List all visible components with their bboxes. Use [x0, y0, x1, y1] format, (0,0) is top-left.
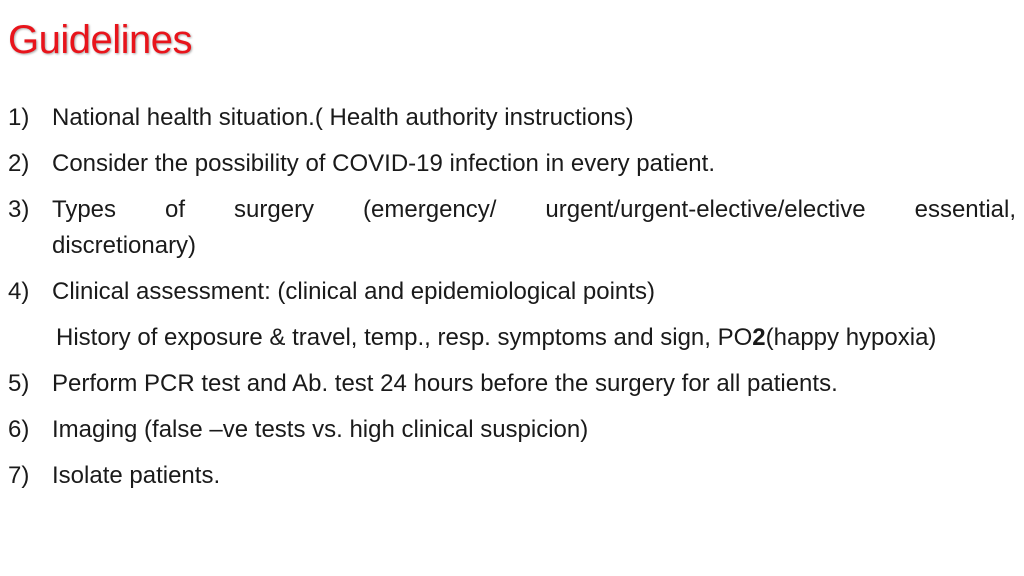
item-text-line: discretionary): [52, 232, 197, 259]
item-number: 4): [8, 278, 30, 305]
sub-point-text: History of exposure & travel, temp., resp. symptoms and sign, PO: [56, 324, 753, 351]
sub-point: [8, 320, 1016, 356]
sub-point-bold: 2: [752, 324, 766, 351]
item-number: 6): [8, 416, 30, 443]
guidelines-list: [8, 100, 1016, 504]
item-number: 3): [8, 196, 30, 223]
list-item: [8, 192, 1016, 264]
item-text: [52, 192, 1016, 264]
item-text: Perform PCR test and Ab. test 24 hours before the surgery for all patients.: [52, 370, 838, 397]
item-text: Consider the possibility of COVID-19 infection in every patient.: [52, 150, 715, 177]
list-item: [8, 458, 1016, 494]
slide-title: Guidelines: [8, 18, 193, 62]
item-number: 7): [8, 462, 30, 489]
item-number: 1): [8, 104, 30, 131]
item-text: Clinical assessment: (clinical and epidemiological points): [52, 278, 655, 305]
list-item: [8, 366, 1016, 402]
list-item: [8, 146, 1016, 182]
list-item: [8, 412, 1016, 448]
sub-point-text-end: (happy hypoxia): [765, 324, 937, 351]
list-item: [8, 100, 1016, 136]
item-number: 5): [8, 370, 30, 397]
item-text: National health situation.( Health authority instructions): [52, 104, 634, 131]
item-text-line: Types of surgery (emergency/ urgent/urgent-elective/elective essential,: [52, 196, 1016, 223]
item-number: 2): [8, 150, 30, 177]
list-item: [8, 274, 1016, 310]
item-text: Isolate patients.: [52, 462, 221, 489]
item-text: Imaging (false –ve tests vs. high clinical suspicion): [52, 416, 589, 443]
